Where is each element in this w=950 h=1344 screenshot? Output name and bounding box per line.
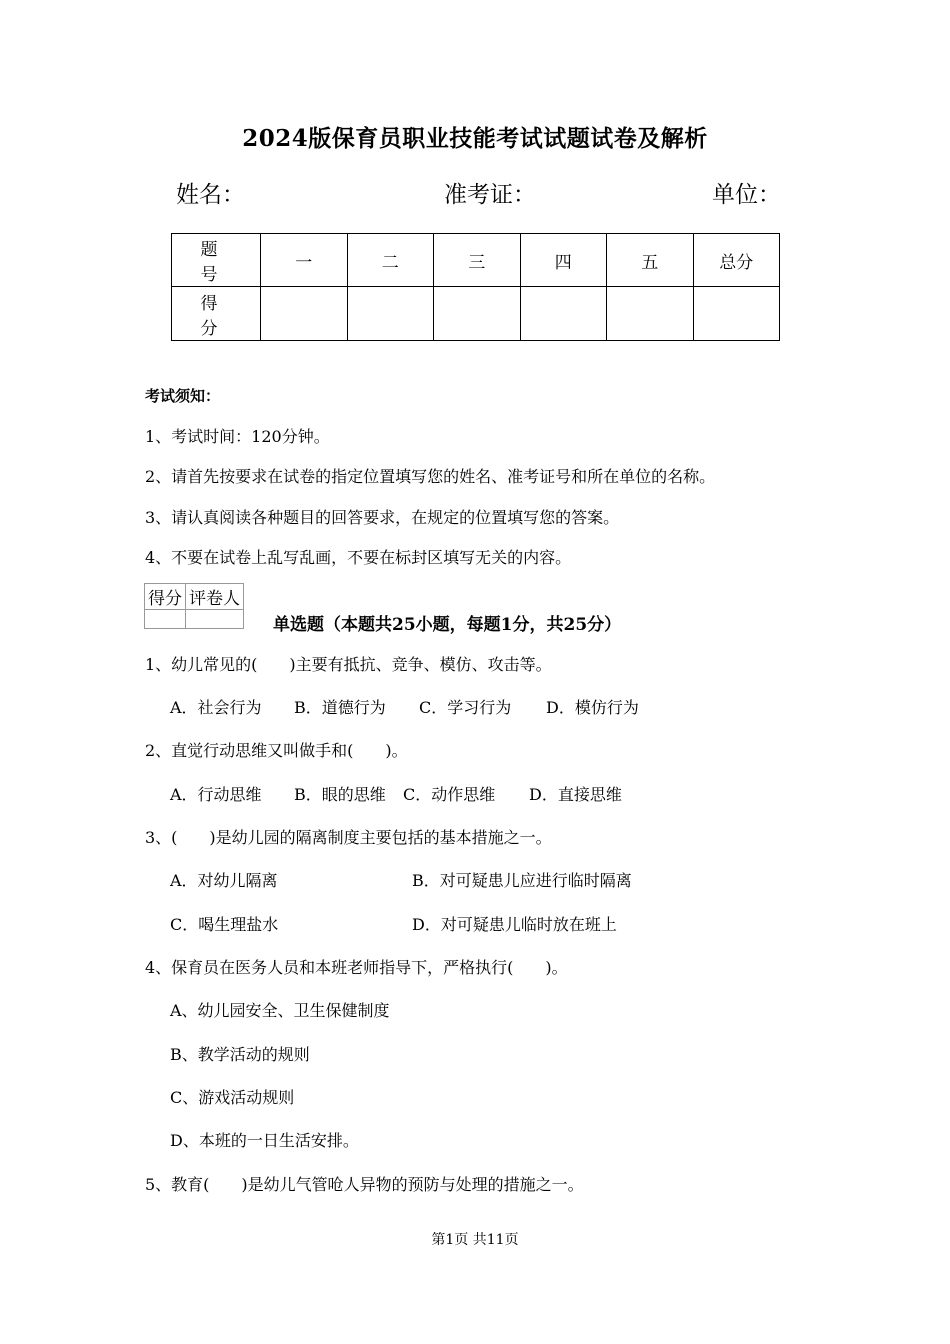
score-table: [171, 233, 780, 341]
question-stem: 2、直觉行动思维又叫做手和( )。: [145, 741, 408, 760]
exam-title: 2024版保育员职业技能考试试题试卷及解析: [242, 125, 708, 152]
option: A．社会行为: [170, 698, 262, 717]
option: A．对幼儿隔离: [170, 871, 278, 890]
grader-box: [144, 583, 244, 629]
score-blank-cell[interactable]: [693, 287, 780, 341]
score-table-cell: 总分: [693, 234, 780, 287]
option: B．眼的思维: [294, 785, 386, 804]
option: B、教学活动的规则: [170, 1045, 310, 1064]
question-stem: 4、保育员在医务人员和本班老师指导下，严格执行( )。: [145, 958, 568, 977]
name-field-label: 姓名：: [176, 182, 245, 208]
option: C．动作思维: [403, 785, 496, 804]
option: B．对可疑患儿应进行临时隔离: [412, 871, 632, 890]
score-table-cell: 得 分: [172, 287, 261, 341]
question-stem: 5、教育( )是幼儿气管呛人异物的预防与处理的措施之一。: [145, 1175, 584, 1194]
notice-item: 3、请认真阅读各种题目的回答要求，在规定的位置填写您的答案。: [145, 508, 620, 527]
score-table-header-row: [172, 234, 780, 287]
option: D．对可疑患儿临时放在班上: [412, 915, 617, 934]
option: D．直接思维: [529, 785, 622, 804]
notice-item: 2、请首先按要求在试卷的指定位置填写您的姓名、准考证号和所在单位的名称。: [145, 467, 716, 486]
grader-name-label: 评卷人: [186, 584, 244, 610]
option: C．学习行为: [419, 698, 512, 717]
exam-id-field-label: 准考证：: [444, 182, 536, 208]
score-table-cell: 二: [347, 234, 434, 287]
score-blank-cell[interactable]: [607, 287, 694, 341]
score-blank-cell[interactable]: [520, 287, 607, 341]
score-blank-cell[interactable]: [347, 287, 434, 341]
score-table-cell: 四: [520, 234, 607, 287]
option: D、本班的一日生活安排。: [170, 1131, 359, 1150]
score-table-cell: 题 号: [172, 234, 261, 287]
score-table-cell: 三: [434, 234, 521, 287]
option: A．行动思维: [170, 785, 262, 804]
option: A、幼儿园安全、卫生保健制度: [170, 1001, 390, 1020]
grader-name-blank[interactable]: [186, 610, 244, 629]
notice-heading: 考试须知：: [145, 387, 221, 405]
option: C、游戏活动规则: [170, 1088, 295, 1107]
grader-score-label: 得分: [145, 584, 186, 610]
option: D．模仿行为: [546, 698, 639, 717]
score-table-score-row: [172, 287, 780, 341]
page-footer: 第1页 共11页: [431, 1232, 519, 1248]
section-title: 单选题（本题共25小题，每题1分，共25分）: [273, 615, 622, 635]
grader-score-blank[interactable]: [145, 610, 186, 629]
unit-field-label: 单位：: [712, 182, 781, 208]
notice-item: 4、不要在试卷上乱写乱画，不要在标封区填写无关的内容。: [145, 548, 572, 567]
notice-item: 1、考试时间：120分钟。: [145, 427, 330, 446]
score-blank-cell[interactable]: [261, 287, 348, 341]
score-blank-cell[interactable]: [434, 287, 521, 341]
option: B．道德行为: [294, 698, 386, 717]
option: C．喝生理盐水: [170, 915, 279, 934]
question-stem: 3、( )是幼儿园的隔离制度主要包括的基本措施之一。: [145, 828, 552, 847]
question-stem: 1、幼儿常见的( )主要有抵抗、竞争、模仿、攻击等。: [145, 655, 552, 674]
score-table-cell: 一: [261, 234, 348, 287]
score-table-cell: 五: [607, 234, 694, 287]
